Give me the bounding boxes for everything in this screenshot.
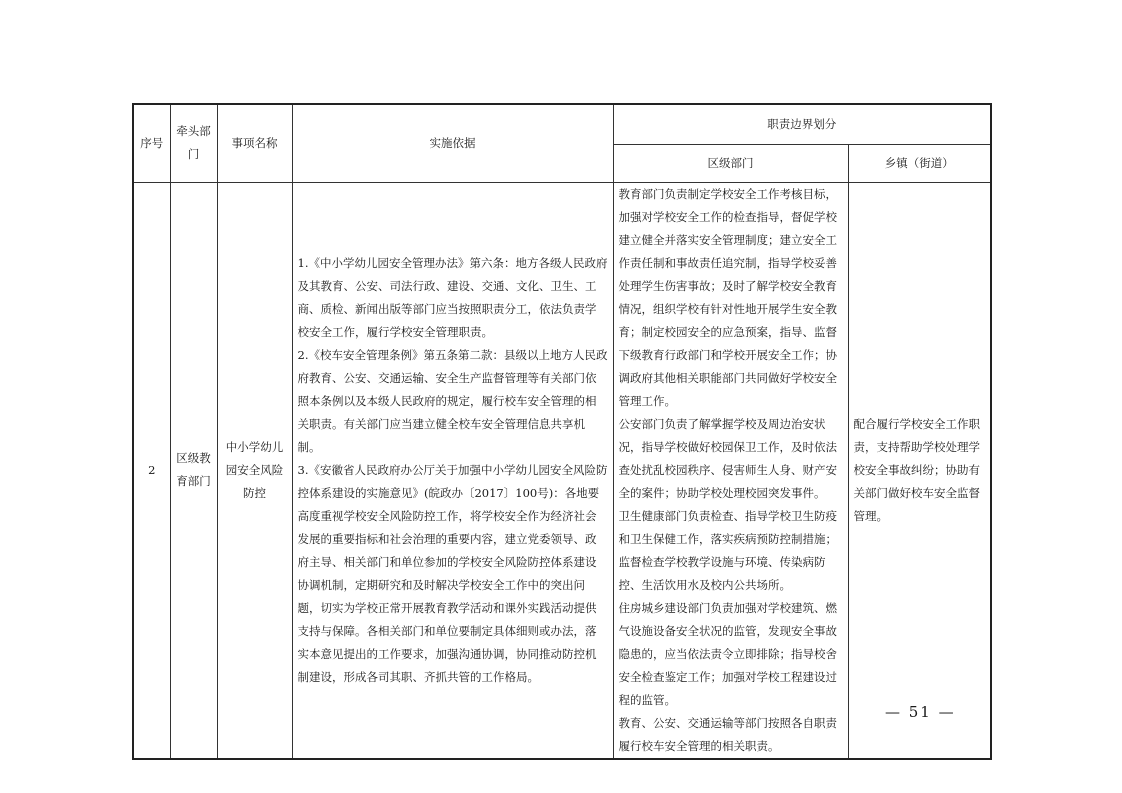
district-duty-paragraph: 住房城乡建设部门负责加强对学校建筑、燃气设施设备安全状况的监管，发现安全事故隐患的，应当依法责令立即排除；指导校舍安全检查鉴定工作；加强对学校工程建设过程的监管。 — [618, 600, 837, 707]
header-division: 职责边界划分 — [613, 104, 991, 144]
row-basis — [292, 182, 613, 759]
district-duty-paragraph: 卫生健康部门负责检查、指导学校卫生防疫和卫生保健工作，落实疾病预防控制措施；监督检查学校教学设施与环境、传染病防控、生活饮用水及校内公共场所。 — [618, 508, 837, 592]
row-town-duties: 配合履行学校安全工作职责，支持帮助学校处理学校安全事故纠纷；协助有关部门做好校车安全监督管理。 — [848, 182, 991, 759]
header-district: 区级部门 — [613, 144, 848, 182]
header-item-name: 事项名称 — [217, 104, 292, 182]
page-number: — 51 — — [885, 703, 956, 721]
header-seq: 序号 — [133, 104, 170, 182]
duty-division-table — [132, 103, 992, 760]
header-lead-dept: 牵头部门 — [170, 104, 217, 182]
row-lead-dept: 区级教育部门 — [170, 182, 217, 759]
basis-clause: 2.《校车安全管理条例》第五条第二款：县级以上地方人民政府教育、公安、交通运输、安全生产监督管理等有关部门依照本条例以及本级人民政府的规定，履行校车安全管理的相关职责。有关部门应当建立健全校车安全管理信息共享机制。 — [297, 347, 608, 454]
district-duty-paragraph: 公安部门负责了解掌握学校及周边治安状况，指导学校做好校园保卫工作，及时依法查处扰乱校园秩序、侵害师生人身、财产安全的案件；协助学校处理校园突发事件。 — [618, 416, 837, 500]
header-town: 乡镇（街道） — [848, 144, 991, 182]
basis-clause: 1.《中小学幼儿园安全管理办法》第六条：地方各级人民政府及其教育、公安、司法行政、建设、交通、文化、卫生、工商、质检、新闻出版等部门应当按照职责分工，依法负责学校安全工作，履行学校安全管理职责。 — [297, 255, 608, 339]
district-duty-paragraph: 教育部门负责制定学校安全工作考核目标，加强对学校安全工作的检查指导，督促学校建立健全并落实安全管理制度；建立安全工作责任制和事故责任追究制，指导学校妥善处理学生伤害事故；及时了解学校安全教育情况，组织学校有针对性地开展学生安全教育；制定校园安全的应急预案，指导、监督下级教育行政部门和学校开展安全工作；协调政府其他相关职能部门共同做好学校安全管理工作。 — [618, 186, 837, 408]
basis-clause: 3.《安徽省人民政府办公厅关于加强中小学幼儿园安全风险防控体系建设的实施意见》(皖政办〔2017〕100号)：各地要高度重视学校安全风险防控工作，将学校安全作为经济社会发展的重要指标和社会治理的重要内容，建立党委领导、政府主导、相关部门和单位参加的学校安全风险防控体系建设协调机制，定期研究和及时解决学校安全工作中的突出问题，切实为学校正常开展教育教学活动和课外实践活动提供支持与保障。各相关部门和单位要制定具体细则或办法，落实本意见提出的工作要求，加强沟通协调，协同推动防控机制建设，形成各司其职、齐抓共管的工作格局。 — [297, 462, 608, 684]
row-seq: 2 — [133, 182, 170, 759]
row-item-name: 中小学幼儿园安全风险防控 — [217, 182, 292, 759]
header-basis: 实施依据 — [292, 104, 613, 182]
table-row — [133, 182, 991, 759]
district-duty-paragraph: 教育、公安、交通运输等部门按照各自职责履行校车安全管理的相关职责。 — [618, 715, 837, 753]
row-district-duties — [613, 182, 848, 759]
